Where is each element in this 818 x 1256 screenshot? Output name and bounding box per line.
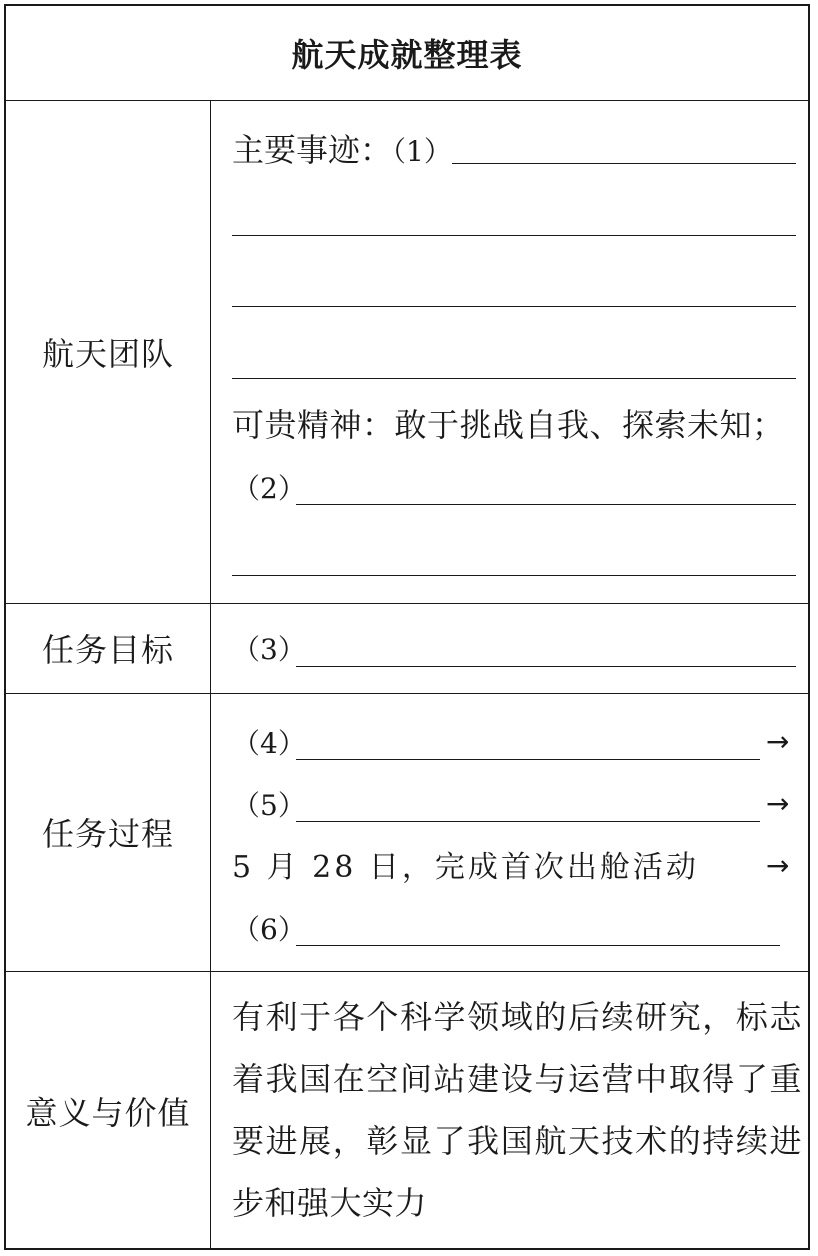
row-label-team: 航天团队: [41, 334, 174, 373]
blank-number-6: （6）: [232, 913, 306, 946]
spirit-text: 可贵精神：敢于挑战自我、探索未知；: [232, 406, 785, 444]
answer-blank-1c[interactable]: [232, 306, 796, 307]
answer-blank-1b[interactable]: [232, 235, 796, 236]
row-label-goal: 任务目标: [41, 631, 174, 669]
table-title: 航天成就整理表: [291, 36, 523, 74]
answer-blank-4[interactable]: [296, 759, 760, 760]
column-divider: [210, 100, 211, 1248]
answer-blank-1a[interactable]: [452, 163, 796, 164]
answer-blank-5[interactable]: [296, 821, 760, 822]
deeds-label-text: 主要事迹：: [232, 131, 393, 169]
row-label-process: 任务过程: [41, 815, 174, 853]
arrow-icon: →: [766, 725, 790, 758]
blank-number-5: （5）: [232, 789, 306, 822]
deeds-label: [232, 130, 452, 172]
blank-number-3: （3）: [232, 633, 306, 666]
significance-text: 有利于各个科学领域的后续研究，标志着我国在空间站建设与运营中取得了重要进展，彰显了我国航天技术的持续进步和强大实力: [232, 998, 802, 1222]
arrow-icon: →: [766, 787, 790, 820]
blank-number-4: （4）: [232, 727, 306, 760]
process-event: 5 月 28 日，完成首次出舱活动: [232, 850, 699, 885]
row-label-significance: 意义与价值: [25, 1093, 191, 1132]
arrow-icon: →: [766, 849, 790, 882]
blank-number-2: （2）: [232, 472, 306, 505]
blank-number-1: （1）: [392, 135, 452, 168]
answer-blank-3[interactable]: [296, 666, 796, 667]
answer-blank-2a[interactable]: [296, 504, 796, 505]
answer-blank-6[interactable]: [296, 945, 780, 946]
answer-blank-2b[interactable]: [232, 575, 796, 576]
answer-blank-1d[interactable]: [232, 378, 796, 379]
achievement-table: [4, 4, 810, 1250]
